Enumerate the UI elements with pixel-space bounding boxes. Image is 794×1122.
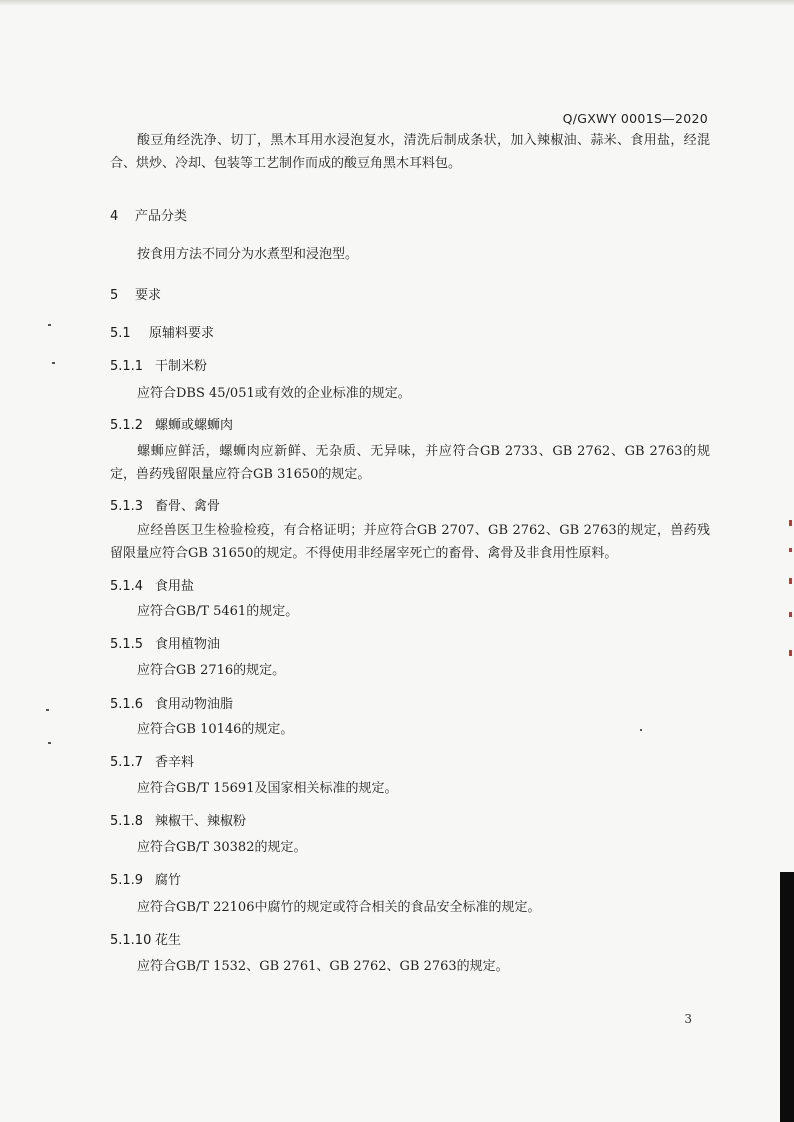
item-text: 应符合GB 2716的规定。	[137, 663, 286, 678]
section-number: 5.1	[110, 326, 131, 341]
item-text: 应符合GB/T 30382的规定。	[137, 840, 307, 855]
document-code: Q/GXWY 0001S—2020	[562, 111, 708, 126]
item-number: 5.1.5	[110, 637, 144, 652]
scan-red-mark	[789, 578, 792, 584]
scan-speck	[52, 362, 55, 364]
item-title: 香辛料	[155, 755, 195, 770]
scan-red-mark	[789, 520, 792, 526]
item-text: 应符合DBS 45/051或有效的企业标准的规定。	[137, 386, 411, 401]
item-text: 螺蛳应鲜活，螺蛳肉应新鲜、无杂质、无异味，并应符合GB 2733、GB 2762、GB 2763的规定，兽药残留限量应符合GB 31650的规定。	[110, 444, 710, 482]
scan-top-edge	[0, 0, 794, 6]
section-title: 产品分类	[135, 209, 188, 224]
intro-paragraph: 酸豆角经洗净、切丁，黑木耳用水浸泡复水，清洗后制成条状，加入辣椒油、蒜米、食用盐，经混合、烘炒、冷却、包装等工艺制作而成的酸豆角黑木耳料包。	[110, 133, 710, 171]
section-4-text: 按食用方法不同分为水煮型和浸泡型。	[137, 247, 359, 262]
item-heading	[110, 575, 194, 594]
section-5-1-heading	[110, 322, 214, 341]
item-number: 5.1.10	[110, 933, 152, 948]
item-text: 应经兽医卫生检验检疫，有合格证明；并应符合GB 2707、GB 2762、GB 2763的规定，兽药残留限量应符合GB 31650的规定。不得使用非经屠宰死亡的畜骨、禽骨及非食用性原料。	[110, 523, 710, 561]
item-title: 辣椒干、辣椒粉	[155, 814, 247, 829]
item-heading	[110, 693, 233, 712]
item-title: 腐竹	[155, 873, 182, 888]
item-title: 干制米粉	[155, 359, 208, 374]
item-number: 5.1.2	[110, 418, 144, 433]
scan-red-mark	[789, 612, 792, 617]
section-5-heading	[110, 284, 161, 303]
scan-speck	[640, 729, 642, 731]
item-title: 花生	[155, 933, 182, 948]
section-number: 4	[110, 209, 119, 224]
item-heading	[110, 495, 220, 514]
item-title: 螺蛳或螺蛳肉	[155, 418, 234, 433]
section-title: 要求	[135, 288, 162, 303]
item-number: 5.1.9	[110, 873, 144, 888]
item-number: 5.1.1	[110, 359, 144, 374]
section-4-heading	[110, 205, 187, 224]
item-number: 5.1.6	[110, 697, 144, 712]
page-number: 3	[684, 1012, 692, 1026]
item-text: 应符合GB/T 15691及国家相关标准的规定。	[137, 781, 398, 796]
item-number: 5.1.4	[110, 579, 144, 594]
item-title: 食用动物油脂	[155, 697, 234, 712]
item-heading	[110, 633, 220, 652]
scan-speck	[48, 742, 51, 744]
item-heading	[110, 929, 181, 948]
item-heading	[110, 414, 233, 433]
section-title: 原辅料要求	[149, 326, 215, 341]
item-title: 畜骨、禽骨	[155, 499, 221, 514]
item-text: 应符合GB/T 5461的规定。	[137, 604, 299, 619]
item-heading	[110, 355, 207, 374]
item-text: 应符合GB/T 1532、GB 2761、GB 2762、GB 2763的规定。	[137, 959, 509, 974]
scan-red-mark	[789, 548, 792, 552]
scan-red-mark	[789, 650, 792, 656]
item-heading	[110, 869, 181, 888]
item-number: 5.1.8	[110, 814, 144, 829]
item-title: 食用植物油	[155, 637, 221, 652]
scan-speck	[46, 709, 49, 711]
section-number: 5	[110, 288, 119, 303]
item-number: 5.1.3	[110, 499, 144, 514]
item-title: 食用盐	[155, 579, 195, 594]
item-text: 应符合GB 10146的规定。	[137, 722, 294, 737]
item-heading	[110, 810, 246, 829]
item-text: 应符合GB/T 22106中腐竹的规定或符合相关的食品安全标准的规定。	[137, 900, 541, 915]
scan-edge-shadow	[780, 872, 794, 1122]
item-heading	[110, 751, 194, 770]
scan-speck	[48, 324, 51, 326]
item-number: 5.1.7	[110, 755, 144, 770]
